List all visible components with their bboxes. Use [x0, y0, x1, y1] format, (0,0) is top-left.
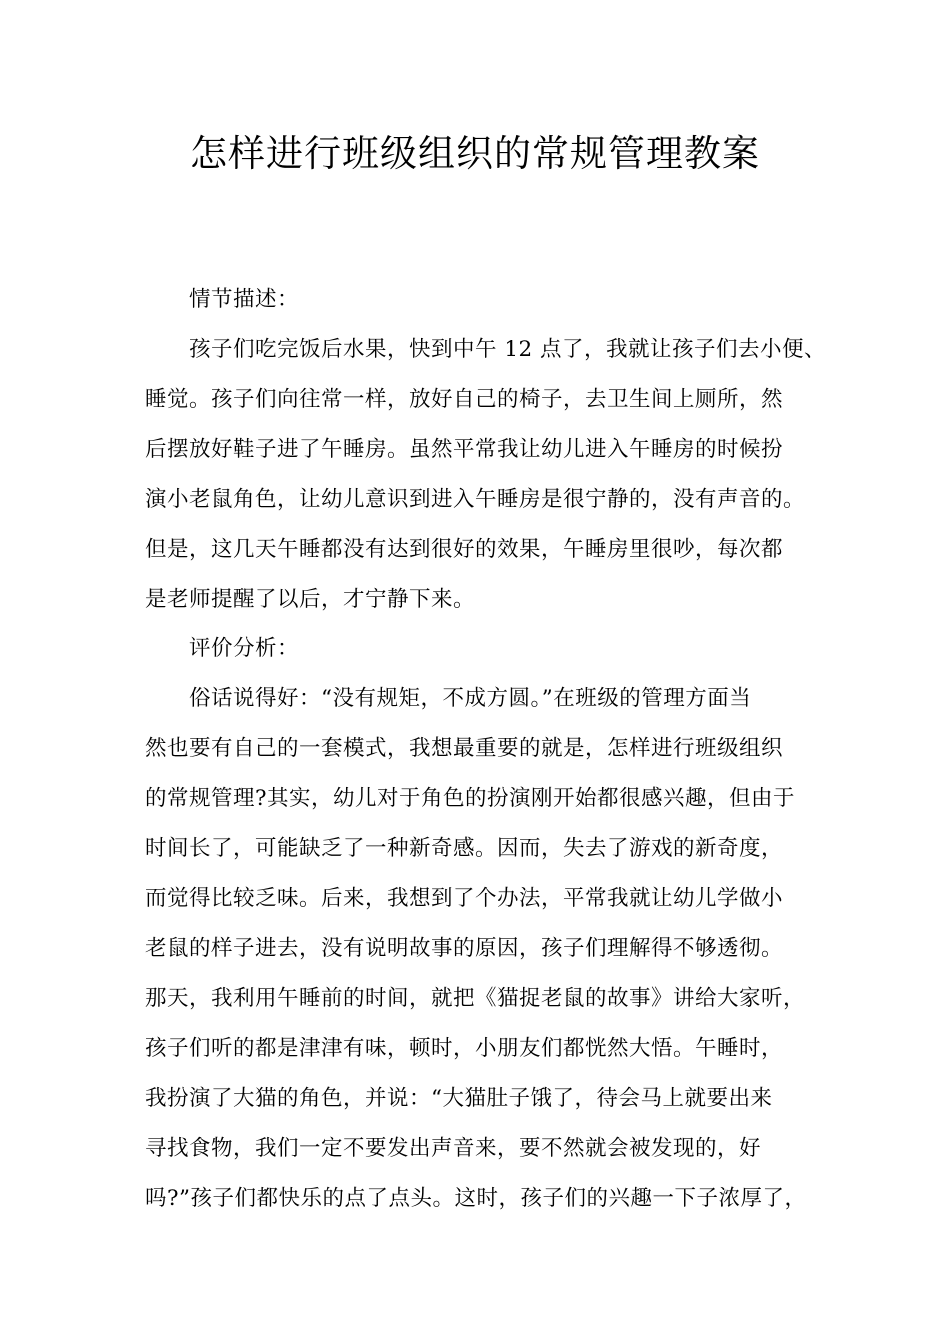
paragraph-line: 然也要有自己的一套模式，我想最重要的就是，怎样进行班级组织 [145, 736, 784, 761]
paragraph-line: 睡觉。孩子们向往常一样，放好自己的椅子，去卫生间上厕所，然 [145, 387, 784, 412]
paragraph-line: 是老师提醒了以后，才宁静下来。 [145, 587, 476, 612]
paragraph-line: 孩子们听的都是津津有味，顿时，小朋友们都恍然大悟。午睡时， [145, 1036, 784, 1061]
paragraph-line: 那天，我利用午睡前的时间，就把《猫捉老鼠的故事》讲给大家听， [145, 986, 806, 1011]
section-heading-analysis: 评价分析： [189, 636, 300, 661]
paragraph-line: 后摆放好鞋子进了午睡房。虽然平常我让幼儿进入午睡房的时候扮 [145, 437, 784, 462]
paragraph-line: 但是，这几天午睡都没有达到很好的效果，午睡房里很吵，每次都 [145, 537, 784, 562]
paragraph-line: 寻找食物，我们一定不要发出声音来，要不然就会被发现的，好 [145, 1136, 762, 1161]
section-heading-plot: 情节描述： [189, 287, 300, 312]
paragraph-line: 俗话说得好：“没有规矩，不成方圆。”在班级的管理方面当 [189, 686, 752, 711]
paragraph-line: 孩子们吃完饭后水果，快到中午 12 点了，我就让孩子们去小便、 [189, 337, 827, 362]
document-title: 怎样进行班级组织的常规管理教案 [190, 132, 760, 175]
paragraph-line: 而觉得比较乏味。后来，我想到了个办法，平常我就让幼儿学做小 [145, 886, 784, 911]
paragraph-line: 演小老鼠角色，让幼儿意识到进入午睡房是很宁静的，没有声音的。 [145, 487, 806, 512]
paragraph-line: 老鼠的样子进去，没有说明故事的原因，孩子们理解得不够透彻。 [145, 936, 784, 961]
paragraph-line: 时间长了，可能缺乏了一种新奇感。因而，失去了游戏的新奇度， [145, 836, 784, 861]
paragraph-line: 的常规管理?其实，幼儿对于角色的扮演刚开始都很感兴趣，但由于 [145, 786, 796, 811]
paragraph-line: 吗?”孩子们都快乐的点了点头。这时，孩子们的兴趣一下子浓厚了， [145, 1186, 807, 1211]
paragraph-line: 我扮演了大猫的角色，并说：“大猫肚子饿了，待会马上就要出来 [145, 1086, 773, 1111]
